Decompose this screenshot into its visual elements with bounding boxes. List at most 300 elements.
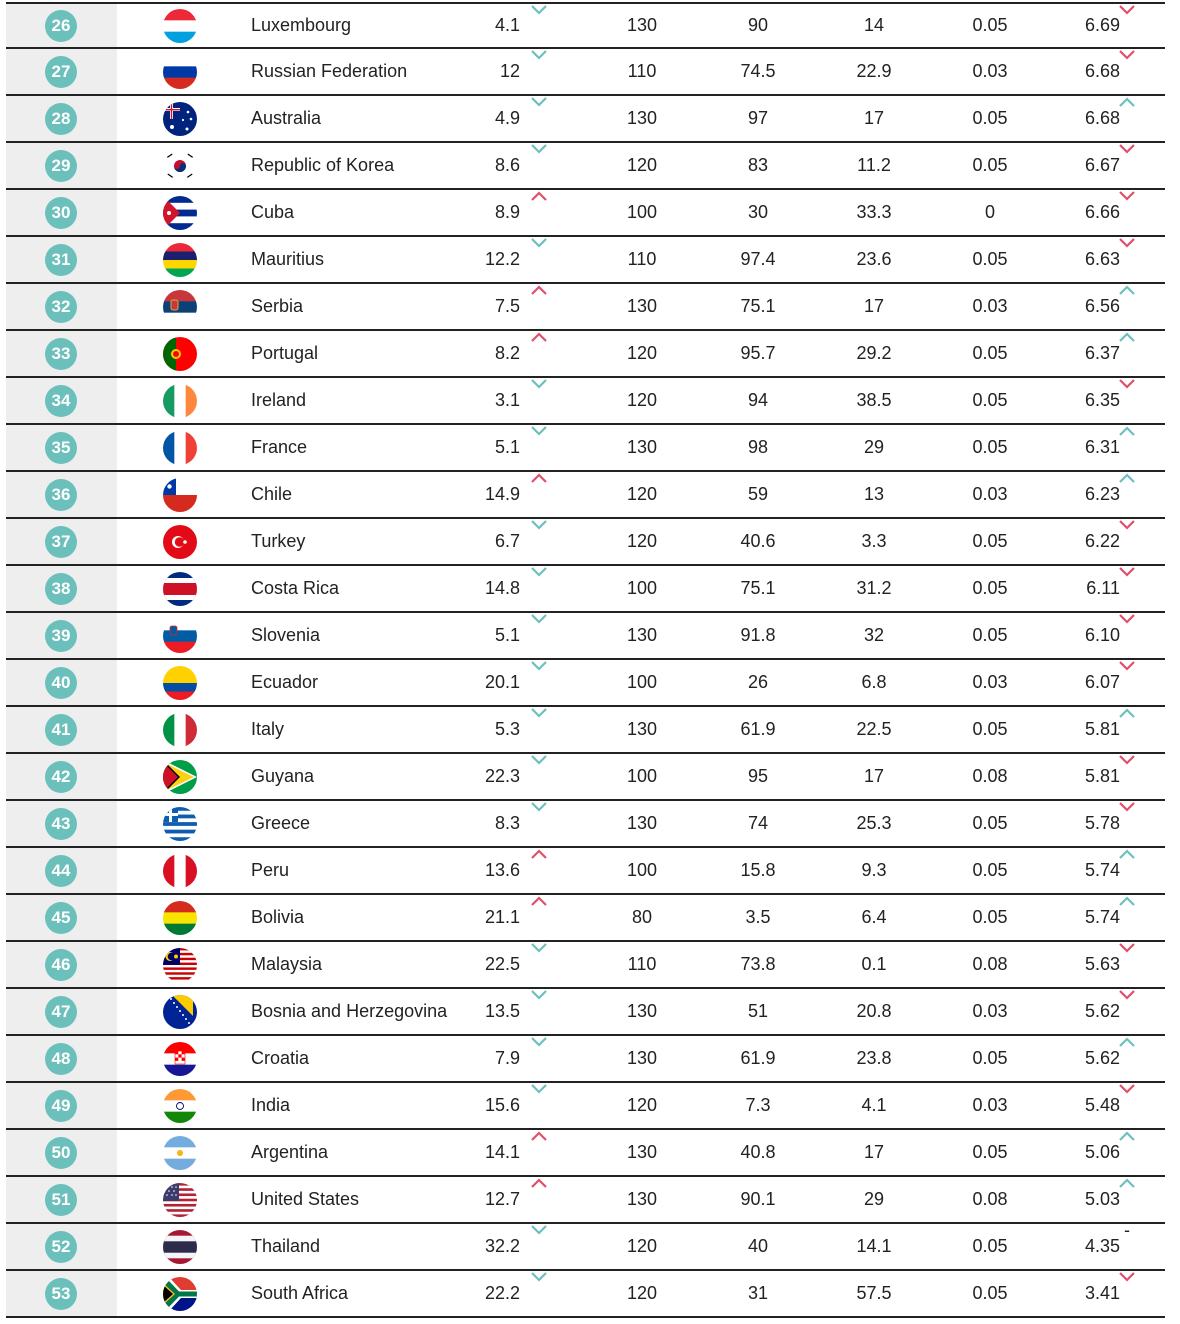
value-4: 17 [863, 108, 885, 128]
value-2: 130 [626, 1048, 658, 1068]
chevron-down-icon [530, 566, 548, 578]
value-2: 100 [626, 766, 658, 786]
malaysia-flag-icon [163, 948, 197, 982]
table-row [6, 707, 1165, 754]
chevron-up-icon [530, 848, 548, 860]
chevron-down-icon [530, 378, 548, 390]
value-3: 61.9 [740, 719, 776, 739]
country-name: Peru [251, 860, 290, 880]
value-4: 11.2 [857, 155, 891, 175]
value-3: 40.6 [740, 531, 776, 551]
country-name: Croatia [251, 1048, 310, 1068]
table-row [6, 49, 1165, 96]
usa-flag-icon [163, 1183, 197, 1217]
chevron-down-icon [1118, 237, 1136, 249]
value-3: 26 [747, 672, 769, 692]
value-4: 13 [863, 484, 885, 504]
value-5: 0.03 [972, 484, 1008, 504]
value-1: 13.6 [484, 860, 520, 880]
rank-badge: 42 [45, 761, 77, 793]
luxembourg-flag-icon [163, 9, 197, 43]
table-row [6, 96, 1165, 143]
score: 3.41 [1084, 1283, 1120, 1303]
country-name: Argentina [251, 1142, 329, 1162]
country-name: Republic of Korea [251, 155, 395, 175]
portugal-flag-icon [163, 337, 197, 371]
value-3: 15.8 [740, 860, 776, 880]
table-row [6, 1036, 1165, 1083]
rank-cell [6, 707, 117, 752]
score: 6.37 [1084, 343, 1120, 363]
rank-badge: 31 [45, 244, 77, 276]
table-row [6, 284, 1165, 331]
value-1: 8.2 [494, 343, 520, 363]
rank-cell [6, 1083, 117, 1128]
chevron-down-icon [1118, 49, 1136, 61]
value-4: 33.3 [856, 202, 892, 222]
value-4: 6.4 [861, 907, 887, 927]
value-1: 14.9 [484, 484, 520, 504]
chile-flag-icon [163, 478, 197, 512]
value-4: 9.3 [861, 860, 887, 880]
value-5: 0.08 [972, 766, 1008, 786]
country-name: Luxembourg [251, 15, 352, 35]
chevron-up-icon [1118, 425, 1136, 437]
value-1: 4.1 [494, 15, 520, 35]
rank-cell [6, 1177, 117, 1222]
value-2: 130 [626, 437, 658, 457]
value-3: 91.8 [740, 625, 776, 645]
rank-cell [6, 989, 117, 1034]
value-3: 95.7 [740, 343, 776, 363]
score: 6.56 [1084, 296, 1120, 316]
value-3: 40.8 [740, 1142, 776, 1162]
table-row [6, 660, 1165, 707]
country-name: Australia [251, 108, 322, 128]
chevron-down-icon [530, 1271, 548, 1283]
value-2: 130 [626, 15, 658, 35]
value-4: 22.9 [856, 61, 892, 81]
chevron-down-icon [1118, 660, 1136, 672]
value-4: 0.1 [861, 954, 887, 974]
chevron-up-icon [1118, 1130, 1136, 1142]
value-4: 17 [863, 766, 885, 786]
value-1: 5.1 [494, 625, 520, 645]
rank-badge: 52 [45, 1231, 77, 1263]
chevron-down-icon [1118, 801, 1136, 813]
value-4: 4.1 [861, 1095, 887, 1115]
rank-badge: 46 [45, 949, 77, 981]
chevron-down-icon [530, 801, 548, 813]
value-5: 0.05 [972, 531, 1008, 551]
value-5: 0.05 [972, 15, 1008, 35]
rank-cell [6, 284, 117, 329]
chevron-up-icon [1118, 472, 1136, 484]
table-row [6, 801, 1165, 848]
chevron-down-icon [530, 754, 548, 766]
value-3: 51 [747, 1001, 769, 1021]
chevron-down-icon [530, 1036, 548, 1048]
score: 5.62 [1084, 1048, 1120, 1068]
rank-cell [6, 472, 117, 517]
value-3: 95 [747, 766, 769, 786]
rank-badge: 49 [45, 1090, 77, 1122]
serbia-flag-icon [163, 290, 197, 324]
peru-flag-icon [163, 854, 197, 888]
table-row [6, 1177, 1165, 1224]
rank-cell [6, 425, 117, 470]
rank-cell [6, 96, 117, 141]
table-row [6, 1219, 1165, 1271]
value-1: 22.2 [484, 1283, 520, 1303]
rank-badge: 35 [45, 432, 77, 464]
value-5: 0.03 [972, 61, 1008, 81]
rank-badge: 29 [45, 150, 77, 182]
chevron-up-icon [1118, 331, 1136, 343]
value-1: 21.1 [484, 907, 520, 927]
chevron-down-icon [530, 519, 548, 531]
value-5: 0.05 [972, 1236, 1008, 1256]
table-row [6, 613, 1165, 660]
no-change-dash: - [1124, 1219, 1130, 1240]
value-1: 12 [499, 61, 520, 81]
value-3: 98 [747, 437, 769, 457]
value-4: 29 [863, 1189, 885, 1209]
country-name: Malaysia [251, 954, 323, 974]
value-4: 17 [863, 1142, 885, 1162]
value-5: 0 [984, 202, 995, 222]
value-4: 14 [863, 15, 885, 35]
chevron-down-icon [1118, 942, 1136, 954]
rank-badge: 41 [45, 714, 77, 746]
value-3: 31 [747, 1283, 769, 1303]
value-5: 0.05 [972, 249, 1008, 269]
table-row [6, 989, 1165, 1036]
rank-badge: 38 [45, 573, 77, 605]
chevron-down-icon [530, 4, 548, 16]
value-5: 0.05 [972, 719, 1008, 739]
chevron-down-icon [1118, 378, 1136, 390]
value-5: 0.05 [972, 343, 1008, 363]
chevron-down-icon [1118, 4, 1136, 16]
rank-badge: 47 [45, 996, 77, 1028]
score: 6.11 [1086, 578, 1120, 598]
value-2: 130 [626, 719, 658, 739]
value-1: 4.9 [494, 108, 520, 128]
score: 5.62 [1084, 1001, 1120, 1021]
value-4: 32 [863, 625, 885, 645]
value-3: 74.5 [740, 61, 776, 81]
table-row [6, 942, 1165, 989]
country-name: Serbia [251, 296, 304, 316]
chevron-down-icon [530, 613, 548, 625]
rank-badge: 51 [45, 1184, 77, 1216]
chevron-down-icon [1118, 143, 1136, 155]
score: 5.81 [1084, 766, 1120, 786]
slovenia-flag-icon [163, 619, 197, 653]
value-2: 110 [627, 954, 657, 974]
rank-badge: 26 [45, 10, 77, 42]
chevron-down-icon [530, 237, 548, 249]
score: 6.63 [1084, 249, 1120, 269]
value-3: 59 [747, 484, 769, 504]
rank-badge: 33 [45, 338, 77, 370]
rank-cell [6, 143, 117, 188]
value-1: 22.3 [484, 766, 520, 786]
chevron-down-icon [530, 96, 548, 108]
value-1: 15.6 [484, 1095, 520, 1115]
turkey-flag-icon [163, 525, 197, 559]
chevron-down-icon [530, 143, 548, 155]
rank-badge: 44 [45, 855, 77, 887]
country-name: Cuba [251, 202, 295, 222]
country-name: Thailand [251, 1236, 321, 1256]
value-2: 110 [627, 249, 657, 269]
table-row [6, 2, 1165, 49]
chevron-up-icon [1118, 1036, 1136, 1048]
score: 5.81 [1084, 719, 1120, 739]
rank-cell [6, 1130, 117, 1175]
country-name: Chile [251, 484, 293, 504]
value-5: 0.05 [972, 1283, 1008, 1303]
rank-cell [6, 237, 117, 282]
rank-cell [6, 49, 117, 94]
rank-badge: 36 [45, 479, 77, 511]
rank-badge: 30 [45, 197, 77, 229]
value-5: 0.05 [972, 907, 1008, 927]
rank-badge: 50 [45, 1137, 77, 1169]
country-name: Guyana [251, 766, 315, 786]
rank-badge: 27 [45, 56, 77, 88]
chevron-down-icon [530, 660, 548, 672]
score: 5.63 [1084, 954, 1120, 974]
value-2: 110 [627, 61, 657, 81]
value-5: 0.05 [972, 108, 1008, 128]
country-name: Costa Rica [251, 578, 340, 598]
score: 6.23 [1084, 484, 1120, 504]
value-5: 0.05 [972, 860, 1008, 880]
value-5: 0.05 [972, 813, 1008, 833]
value-1: 6.7 [494, 531, 520, 551]
score: 5.74 [1084, 907, 1120, 927]
table-row [6, 190, 1165, 237]
value-3: 94 [747, 390, 769, 410]
value-4: 14.1 [856, 1236, 892, 1256]
argentina-flag-icon [163, 1136, 197, 1170]
chevron-down-icon [1118, 1271, 1136, 1283]
chevron-up-icon [530, 472, 548, 484]
rank-cell [6, 754, 117, 799]
chevron-down-icon [530, 1083, 548, 1095]
table-row [6, 425, 1165, 472]
cuba-flag-icon [163, 196, 197, 230]
value-3: 83 [747, 155, 769, 175]
chevron-up-icon [530, 331, 548, 343]
table-row [6, 472, 1165, 519]
rank-cell [6, 519, 117, 564]
chevron-up-icon [530, 1177, 548, 1189]
value-1: 12.7 [484, 1189, 520, 1209]
value-2: 100 [626, 202, 658, 222]
value-5: 0.03 [972, 1095, 1008, 1115]
value-2: 130 [626, 296, 658, 316]
rank-cell [6, 1224, 117, 1269]
chevron-down-icon [1118, 1083, 1136, 1095]
value-3: 90 [747, 15, 769, 35]
value-2: 130 [626, 108, 658, 128]
country-name: France [251, 437, 308, 457]
value-2: 80 [631, 907, 653, 927]
value-2: 120 [626, 155, 658, 175]
value-5: 0.03 [972, 672, 1008, 692]
chevron-down-icon [530, 1224, 548, 1236]
value-4: 17 [863, 296, 885, 316]
value-5: 0.05 [972, 625, 1008, 645]
france-flag-icon [163, 431, 197, 465]
mauritius-flag-icon [163, 243, 197, 277]
value-3: 7.3 [745, 1095, 771, 1115]
rank-cell [6, 4, 117, 47]
korea-flag-icon [163, 149, 197, 183]
score: 5.78 [1084, 813, 1120, 833]
value-4: 23.6 [856, 249, 892, 269]
rank-cell [6, 801, 117, 846]
score: 5.06 [1084, 1142, 1120, 1162]
table-row [6, 143, 1165, 190]
value-4: 6.8 [861, 672, 887, 692]
value-4: 25.3 [856, 813, 892, 833]
rank-badge: 45 [45, 902, 77, 934]
value-4: 23.8 [856, 1048, 892, 1068]
value-2: 130 [626, 625, 658, 645]
greece-flag-icon [163, 807, 197, 841]
value-2: 130 [626, 1189, 658, 1209]
value-3: 73.8 [740, 954, 776, 974]
chevron-up-icon [1118, 707, 1136, 719]
value-4: 29.2 [856, 343, 892, 363]
chevron-up-icon [1118, 96, 1136, 108]
score: 6.10 [1084, 625, 1120, 645]
chevron-up-icon [530, 1130, 548, 1142]
country-name: Slovenia [251, 625, 321, 645]
rank-cell [6, 942, 117, 987]
india-flag-icon [163, 1089, 197, 1123]
score: 5.48 [1084, 1095, 1120, 1115]
value-5: 0.05 [972, 437, 1008, 457]
table-row [6, 237, 1165, 284]
croatia-flag-icon [163, 1042, 197, 1076]
value-3: 75.1 [740, 578, 776, 598]
value-1: 12.2 [484, 249, 520, 269]
value-5: 0.03 [972, 1001, 1008, 1021]
rank-cell [6, 190, 117, 235]
score: 6.31 [1084, 437, 1120, 457]
chevron-down-icon [1118, 613, 1136, 625]
rank-cell [6, 895, 117, 940]
country-name: United States [251, 1189, 360, 1209]
table-row [6, 1271, 1165, 1318]
value-4: 22.5 [856, 719, 892, 739]
value-2: 120 [626, 1095, 658, 1115]
rank-cell [6, 848, 117, 893]
table-row [6, 1130, 1165, 1177]
rank-badge: 39 [45, 620, 77, 652]
table-row [6, 378, 1165, 425]
value-3: 74 [747, 813, 769, 833]
table-row [6, 1083, 1165, 1130]
chevron-down-icon [1118, 519, 1136, 531]
country-name: Bolivia [251, 907, 305, 927]
value-1: 14.8 [484, 578, 520, 598]
value-2: 120 [626, 390, 658, 410]
value-1: 20.1 [484, 672, 520, 692]
score: 6.66 [1084, 202, 1120, 222]
chevron-down-icon [1118, 989, 1136, 1001]
bosnia-flag-icon [163, 995, 197, 1029]
rank-badge: 37 [45, 526, 77, 558]
value-5: 0.03 [972, 296, 1008, 316]
australia-flag-icon [163, 102, 197, 136]
chevron-down-icon [1118, 754, 1136, 766]
rank-badge: 40 [45, 667, 77, 699]
value-3: 97 [747, 108, 769, 128]
value-2: 120 [626, 484, 658, 504]
value-3: 40 [747, 1236, 769, 1256]
rank-badge: 28 [45, 103, 77, 135]
value-1: 5.3 [494, 719, 520, 739]
score: 4.35 [1084, 1236, 1120, 1256]
chevron-down-icon [530, 425, 548, 437]
country-name: South Africa [251, 1283, 349, 1303]
rankings-table [6, 2, 1165, 1318]
chevron-up-icon [1118, 284, 1136, 296]
rank-cell [6, 1036, 117, 1081]
value-1: 3.1 [494, 390, 520, 410]
value-2: 100 [626, 578, 658, 598]
value-3: 97.4 [740, 249, 776, 269]
chevron-down-icon [530, 49, 548, 61]
guyana-flag-icon [163, 760, 197, 794]
ireland-flag-icon [163, 384, 197, 418]
table-row [6, 754, 1165, 801]
bolivia-flag-icon [163, 901, 197, 935]
country-name: India [251, 1095, 291, 1115]
score: 6.68 [1084, 61, 1120, 81]
country-name: Italy [251, 719, 285, 739]
score: 6.67 [1084, 155, 1120, 175]
rank-cell [6, 660, 117, 705]
chevron-down-icon [530, 707, 548, 719]
chevron-up-icon [1118, 895, 1136, 907]
value-2: 120 [626, 1283, 658, 1303]
chevron-down-icon [1118, 566, 1136, 578]
country-name: Turkey [251, 531, 306, 551]
country-name: Mauritius [251, 249, 325, 269]
ecuador-flag-icon [163, 666, 197, 700]
rank-cell [6, 613, 117, 658]
value-3: 3.5 [745, 907, 771, 927]
chevron-down-icon [530, 942, 548, 954]
country-name: Ireland [251, 390, 307, 410]
score: 6.68 [1084, 108, 1120, 128]
chevron-down-icon [1118, 190, 1136, 202]
rank-cell [6, 1271, 117, 1316]
value-1: 7.5 [494, 296, 520, 316]
score: 6.69 [1084, 15, 1120, 35]
rank-cell [6, 331, 117, 376]
chevron-down-icon [530, 989, 548, 1001]
value-2: 130 [626, 1001, 658, 1021]
